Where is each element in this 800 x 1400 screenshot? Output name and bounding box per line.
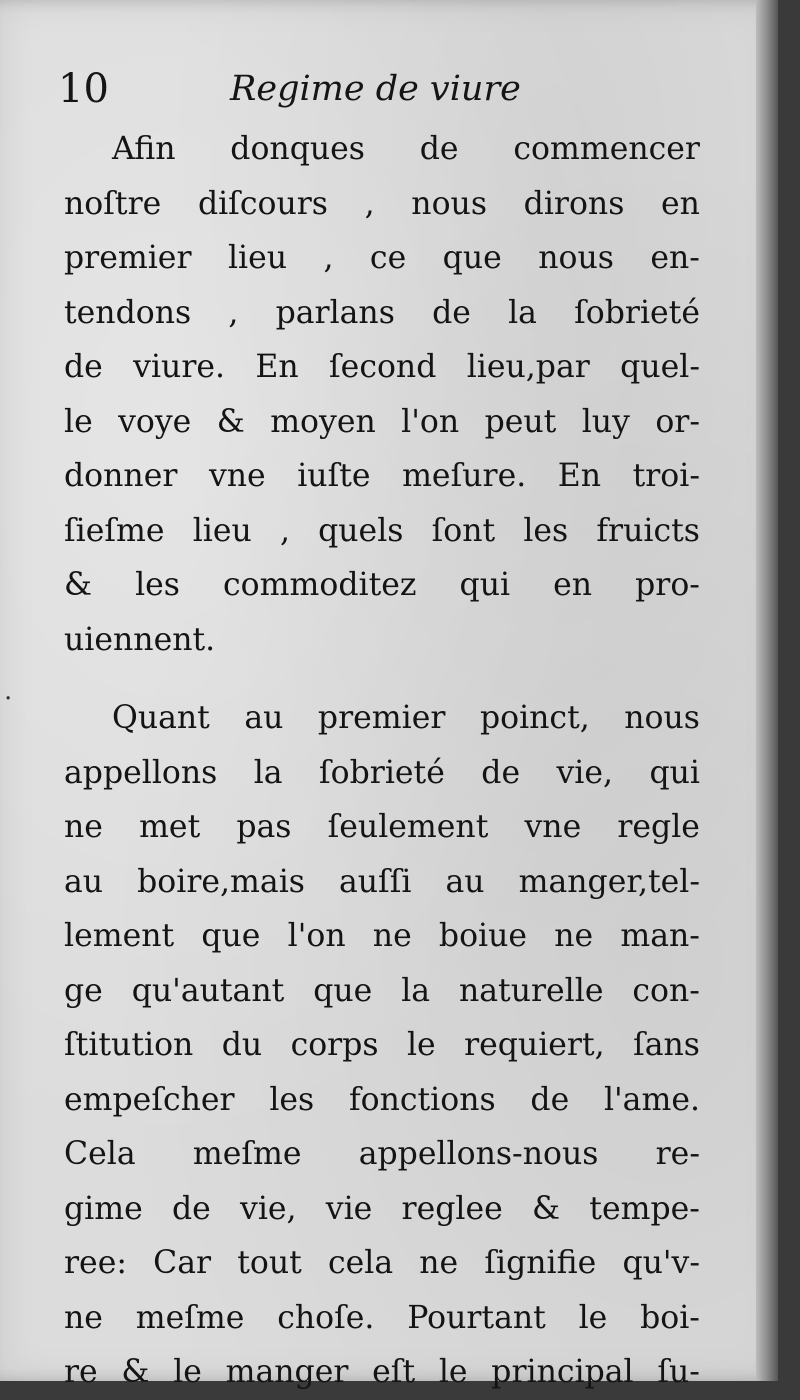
text-line: ſtitution du corps le requiert, ſans (64, 1027, 700, 1063)
text-line: lement que l'on ne boiue ne man- (64, 918, 700, 954)
paragraph (64, 691, 700, 1400)
text-line: le voye & moyen l'on peut luy or- (64, 403, 700, 440)
page-spine-edge (756, 0, 778, 1381)
text-line: empeſcher les fonctions de l'ame. (64, 1081, 700, 1118)
text-line: noſtre diſcours , nous dirons en (64, 185, 700, 222)
running-title: Regime de viure (230, 69, 521, 109)
text-line: ree: Car tout cela ne ſignifie qu'v- (64, 1245, 700, 1281)
text-line: appellons la ſobrieté de vie, qui (64, 754, 700, 791)
text-line: re & le manger eſt le principal ſu- (64, 1354, 700, 1390)
body-text (64, 122, 700, 1400)
text-line: ſieſme lieu , quels ſont les fruicts (64, 512, 700, 549)
text-line: ne met pas ſeulement vne regle (64, 809, 700, 845)
paragraph (64, 122, 700, 667)
margin-mark: . (4, 676, 13, 706)
text-line: premier lieu , ce que nous en- (64, 240, 700, 276)
text-line: & les commoditez qui en pro- (64, 567, 700, 603)
text-line: donner vne iuſte meſure. En troi- (64, 458, 700, 494)
text-line: uiennent. (64, 621, 216, 658)
text-line: Quant au premier poinct, nous (112, 700, 700, 736)
text-line: ge qu'autant que la naturelle con- (64, 972, 700, 1009)
text-line: Afin donques de commencer (112, 131, 700, 167)
text-line: tendons , parlans de la ſobrieté (64, 294, 700, 331)
paragraph-gap (64, 667, 700, 691)
text-line: au boire,mais auſſi au manger,tel- (64, 863, 700, 900)
text-line: gime de vie, vie reglee & tempe- (64, 1190, 700, 1227)
text-line: de viure. En ſecond lieu,par quel- (64, 349, 700, 385)
page-number: 10 (58, 66, 109, 112)
page-header (58, 64, 528, 114)
text-line: ne meſme choſe. Pourtant le boi- (64, 1299, 700, 1336)
text-line: Cela meſme appellons-nous re- (64, 1136, 700, 1172)
